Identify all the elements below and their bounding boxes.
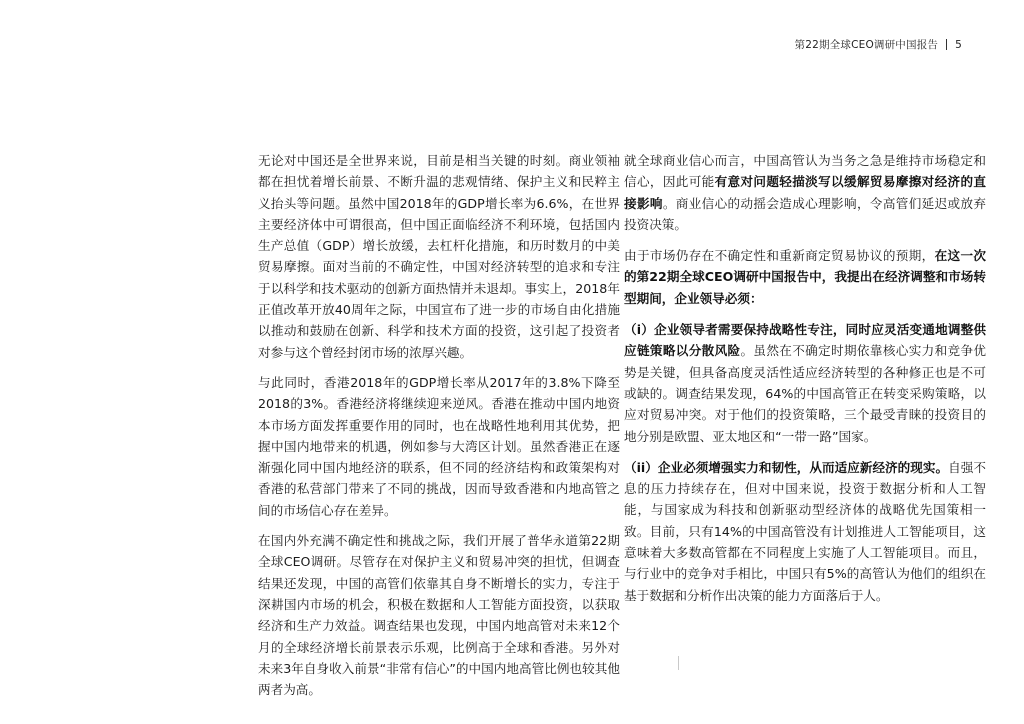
bold-emphasis: 有意对问题轻描淡写以缓解贸易摩擦对经济的直接影响	[624, 174, 987, 211]
paragraph-survey: 在国内外充满不确定性和挑战之际，我们开展了普华永道第22期全球CEO调研。尽管存在对保护主义和贸易冲突的担忧，但调查结果还发现，中国的高管们依靠其自身不断增长的实力，专注于深耕国内市场的机会，积极在数据和人工智能方面投资，以获取经济和生产力效益。调查结果也发现，中国内地高管对未来12个月的全球经济增长前景表示乐观，比例高于全球和香港。另外对未来3年自身收入前景“非常有信心”的中国内地高管比例也较其他两者为高。	[258, 533, 620, 698]
point-heading: （ii）企业必须增强实力和韧性，从而适应新经济的现实。	[624, 459, 949, 475]
paragraph-point-ii	[624, 457, 986, 606]
paragraph-business-confidence	[624, 150, 986, 235]
paragraph-leaders-must	[624, 245, 986, 309]
page-number: 5	[955, 38, 962, 51]
report-title: 第22期全球CEO调研中国报告	[794, 39, 939, 51]
header-divider	[946, 39, 947, 50]
bold-emphasis: 在这一次的第22期全球CEO调研中国报告中，我提出在经济调整和市场转型期间，企业领导必须：	[624, 248, 987, 306]
point-heading: （i）企业领导者需要保持战略性专注，同时应灵活变通地调整供应链策略以分散风险	[624, 322, 986, 359]
paragraph-hong-kong: 与此同时，香港2018年的GDP增长率从2017年的3.8%下降至2018的3%。香港经济将继续迎来逆风。香港在推动中国内地资本市场方面发挥重要作用的同时，也在战略性地利用其优势，把握中国内地带来的机遇，例如参与大湾区计划。虽然香港正在逐渐强化同中国内地经济的联系，但不同的经济结构和政策架构对香港的私营部门带来了不同的挑战，因而导致香港和内地高管之间的市场信心存在差异。	[258, 374, 620, 518]
running-header	[795, 37, 962, 52]
paragraph-text: 。虽然在不确定时期依靠核心实力和竞争优势是关键，但具备高度灵活性适应经济转型的各种修正也是不可或缺的。调查结果发现，64%的中国高管正在转变采购策略，以应对贸易冲突。对于他们的投资策略，三个最受青睐的投资目的地分别是欧盟、亚太地区和“一带一路”国家。	[624, 343, 987, 444]
paragraph-text: 。商业信心的动摇会造成心理影响，令高管们延迟或放弃投资决策。	[624, 195, 987, 232]
left-column	[258, 150, 620, 709]
paragraph-intro: 无论对中国还是全世界来说，目前是相当关键的时刻。商业领袖都在担忧着增长前景、不断升温的悲观情绪、保护主义和民粹主义抬头等问题。虽然中国2018年的GDP增长率为6.6%，在世界主要经济体中可谓很高，但中国正面临经济不利环境，包括国内生产总值（GDP）增长放缓，去杠杆化措施，和历时数月的中美贸易摩擦。面对当前的不确定性，中国对经济转型的追求和专注于以科学和技术驱动的创新方面热情并未退却。事实上，2018年正值改革开放40周年之际，中国宣布了进一步的市场自由化措施以推动和鼓励在创新、科学和技术方面的投资，这引起了投资者对参与这个曾经封闭市场的浓厚兴趣。	[258, 153, 620, 360]
paragraph-text: 自强不息的压力持续存在，但对中国来说，投资于数据分析和人工智能，与国家成为科技和创新驱动型经济体的战略优先国策相一致。目前，只有14%的中国高管没有计划推进人工智能项目，这意味着大多数高管都在不同程度上实施了人工智能项目。而且，与行业中的竞争对手相比，中国只有5%的高管认为他们的组织在基于数据和分析作出决策的能力方面落后于人。	[624, 459, 987, 603]
paragraph-point-i	[624, 319, 986, 447]
paragraph-text: 就全球商业信心而言，中国高管认为当务之急是维持市场稳定和信心，因此可能	[624, 153, 986, 190]
scan-mark	[678, 656, 679, 670]
paragraph-text: 由于市场仍存在不确定性和重新商定贸易协议的预期，	[624, 248, 935, 264]
right-column	[624, 150, 986, 616]
